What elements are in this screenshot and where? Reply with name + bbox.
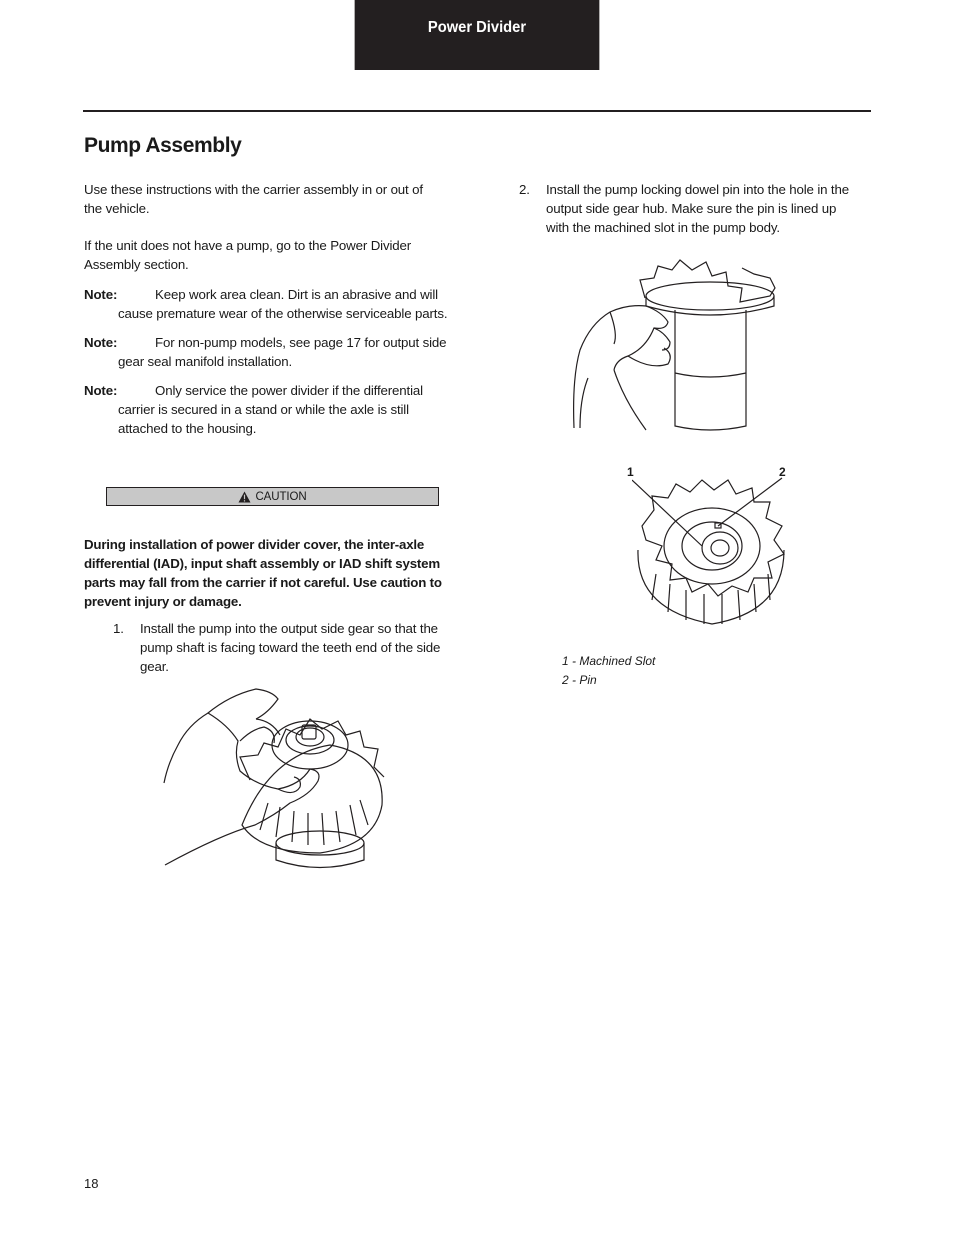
note-text: Keep work area clean. Dirt is an abrasive and will cause premature wear of the otherwise serviceable parts. xyxy=(118,287,448,321)
step-text: Install the pump locking dowel pin into the hole in the output side gear hub. Make sure the pin is lined up with the machined slot in the pump body. xyxy=(546,182,849,235)
intro-paragraph-1: Use these instructions with the carrier assembly in or out of the vehicle. xyxy=(84,182,423,216)
intro-paragraph-2: If the unit does not have a pump, go to the Power Divider Assembly section. xyxy=(84,238,412,272)
step-1 xyxy=(113,619,453,676)
section-tab xyxy=(355,0,600,70)
caution-banner xyxy=(106,487,439,506)
callout-1: 1 xyxy=(627,465,634,479)
page-number: 18 xyxy=(84,1176,99,1191)
dowel-pin-install-illustration xyxy=(570,258,780,433)
note-text: For non-pump models, see page 17 for output side gear seal manifold installation. xyxy=(118,335,447,369)
note-text: Only service the power divider if the differential carrier is secured in a stand or while the axle is still attached to the housing. xyxy=(118,383,423,436)
pump-install-illustration xyxy=(160,685,390,875)
header-rule xyxy=(83,110,871,112)
step-number: 2. xyxy=(519,182,530,197)
step-2 xyxy=(519,180,859,237)
warning-triangle-icon xyxy=(238,491,251,503)
caution-text: During installation of power divider cover, the inter-axle differential (IAD), input shaft assembly or IAD shift system parts may fall from the carrier if not careful. Use caution to prevent injury or damage. xyxy=(84,537,442,609)
page-title: Pump Assembly xyxy=(84,134,242,157)
note-label: Note: xyxy=(84,287,118,302)
section-tab-label: Power Divider xyxy=(427,19,527,36)
callout-2: 2 xyxy=(779,465,786,479)
legend-item-2: 2 - Pin xyxy=(562,673,597,687)
note-3 xyxy=(84,381,454,436)
caution-label: CAUTION xyxy=(255,490,307,503)
step-text: Install the pump into the output side gear so that the pump shaft is facing toward the teeth end of the side gear. xyxy=(140,621,441,674)
note-label: Note: xyxy=(84,383,118,398)
note-label: Note: xyxy=(84,335,118,350)
side-gear-top-view-illustration xyxy=(632,470,792,630)
step-number: 1. xyxy=(113,621,124,636)
legend-item-1: 1 - Machined Slot xyxy=(562,654,656,668)
note-1 xyxy=(84,285,454,321)
note-2 xyxy=(84,333,454,369)
